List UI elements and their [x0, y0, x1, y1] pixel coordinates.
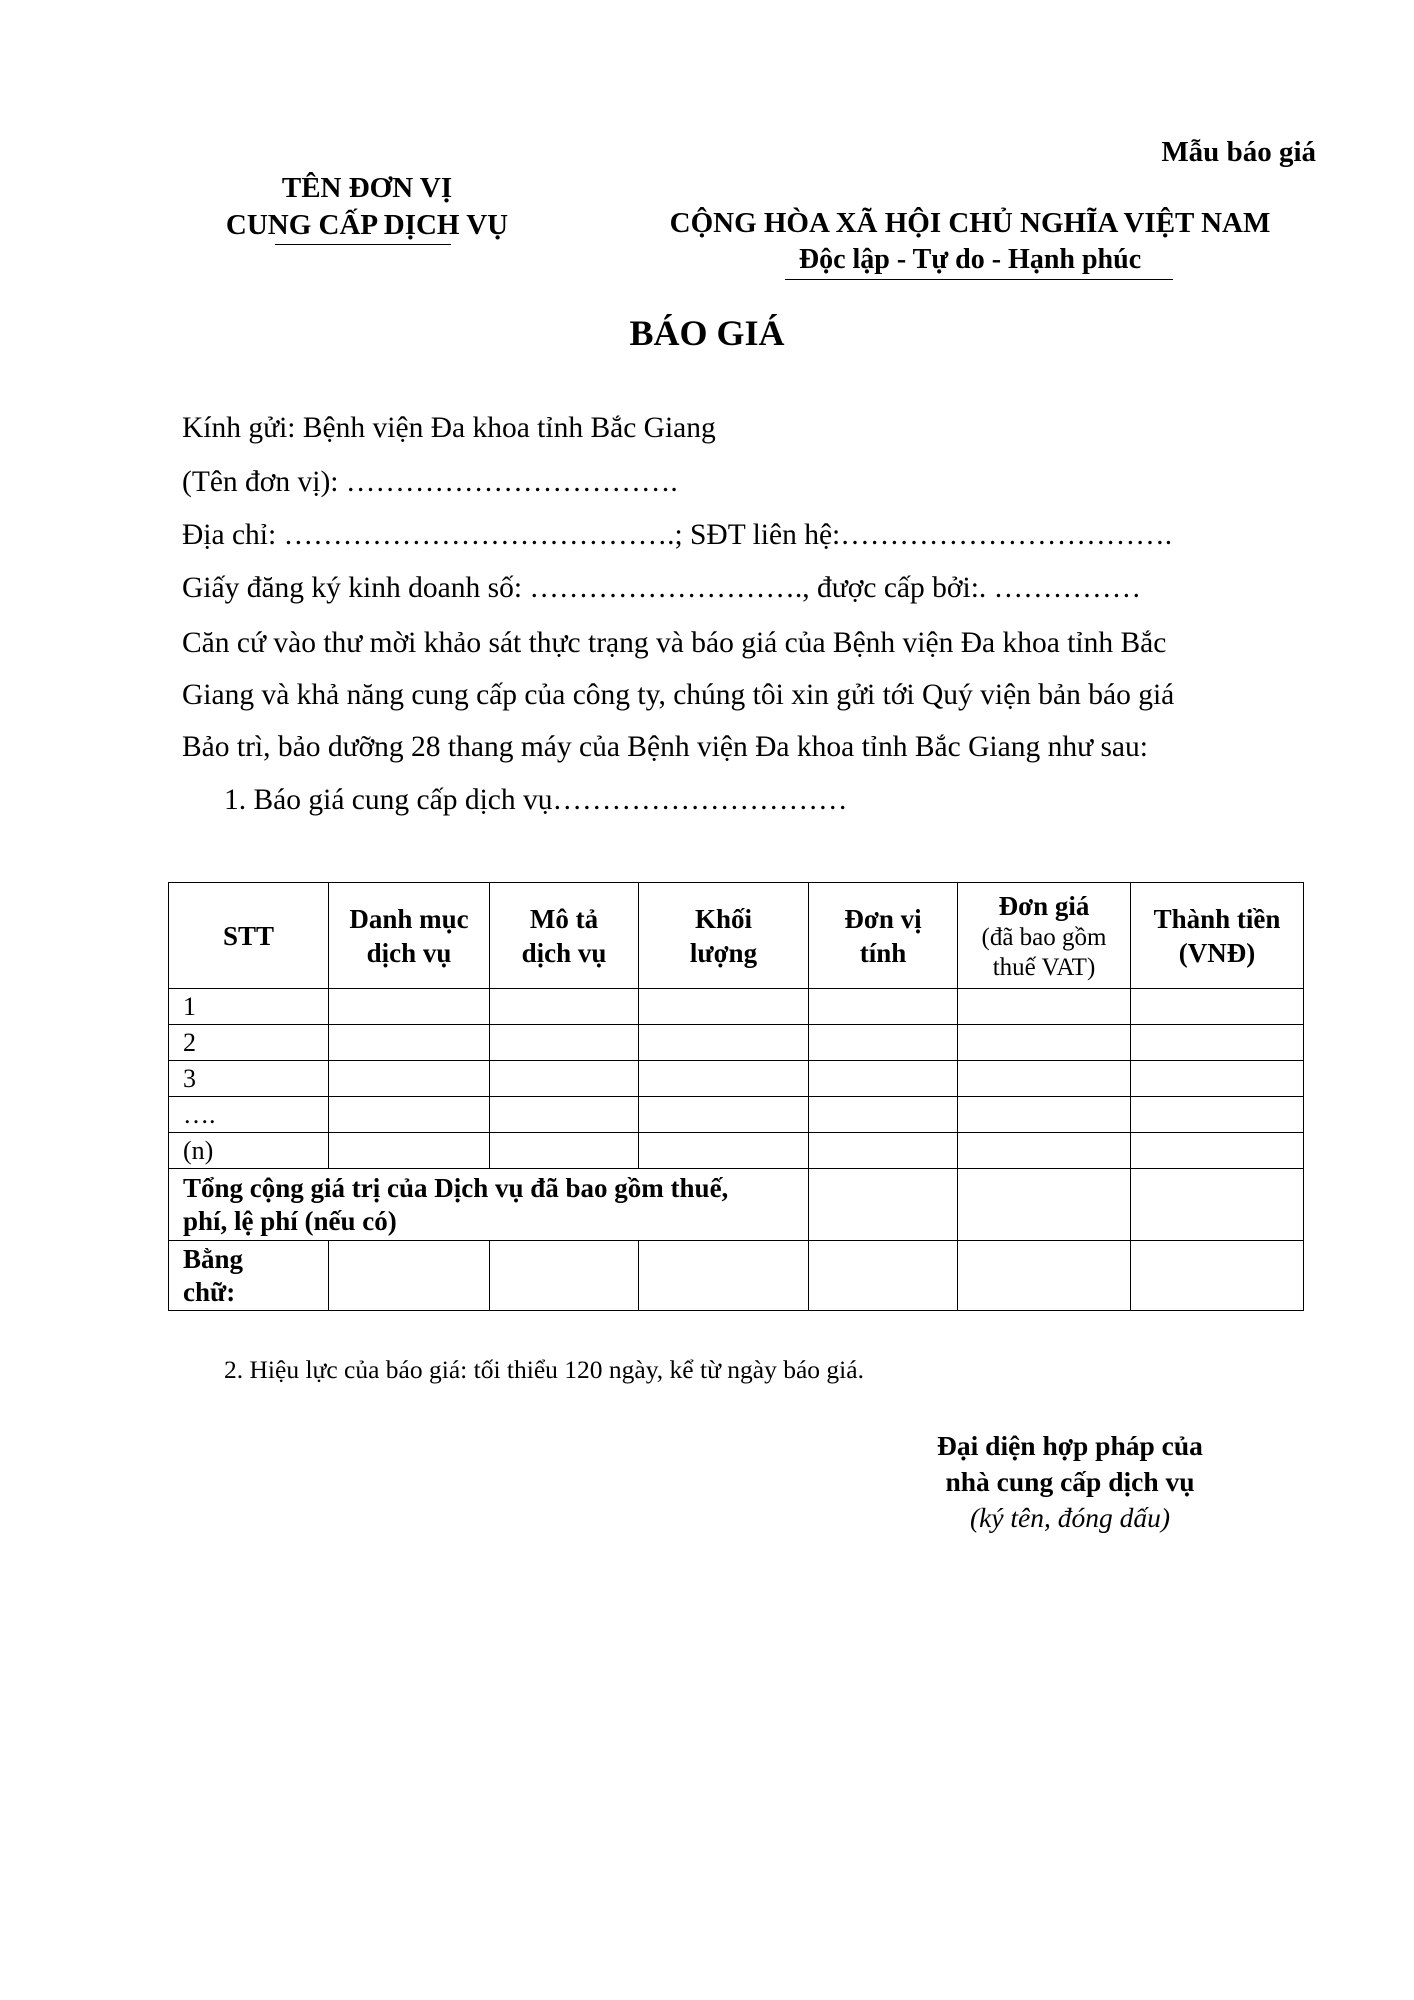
table-cell — [1131, 1241, 1304, 1311]
table-cell — [329, 1133, 490, 1169]
table-cell — [490, 1097, 639, 1133]
intro-paragraph-line: Bảo trì, bảo dưỡng 28 thang máy của Bệnh viện Đa khoa tỉnh Bắc Giang như sau: — [182, 731, 1148, 763]
table-row — [169, 1061, 1304, 1097]
table-row — [169, 1025, 1304, 1061]
table-cell — [490, 989, 639, 1025]
total-label: Tổng cộng giá trị của Dịch vụ đã bao gồm thuế, phí, lệ phí (nếu có) — [169, 1169, 809, 1241]
table-cell — [329, 1061, 490, 1097]
table-cell — [490, 1133, 639, 1169]
header-unit: Đơn vị tính — [809, 883, 958, 989]
table-cell — [329, 1025, 490, 1061]
row-index: 2 — [169, 1025, 329, 1061]
row-index: 3 — [169, 1061, 329, 1097]
signature-block — [820, 1428, 1320, 1536]
business-license-line: Giấy đăng ký kinh doanh số: ………………………., được cấp bởi:. …………… — [182, 572, 1142, 604]
header-service-description: Mô tả dịch vụ — [490, 883, 639, 989]
table-cell — [1131, 1061, 1304, 1097]
header-amount: Thành tiền (VNĐ) — [1131, 883, 1304, 989]
table-row — [169, 1133, 1304, 1169]
table-cell — [809, 1241, 958, 1311]
total-row — [169, 1169, 1304, 1241]
quotation-table — [168, 882, 1304, 1311]
table-cell — [329, 1241, 490, 1311]
national-header — [640, 204, 1300, 278]
unit-name-line: (Tên đơn vị): ……………………………. — [182, 466, 678, 498]
section-2-validity: 2. Hiệu lực của báo giá: tối thiểu 120 ngày, kể từ ngày báo giá. — [224, 1355, 864, 1384]
table-cell — [958, 1097, 1131, 1133]
table-cell — [490, 1241, 639, 1311]
table-cell — [329, 1097, 490, 1133]
table-cell — [1131, 1169, 1304, 1241]
table-cell — [639, 1097, 809, 1133]
national-name: CỘNG HÒA XÃ HỘI CHỦ NGHĨA VIỆT NAM — [669, 207, 1271, 239]
table-cell — [958, 1169, 1131, 1241]
table-cell — [958, 989, 1131, 1025]
table-header-row — [169, 883, 1304, 989]
table-cell — [639, 1025, 809, 1061]
in-words-label: Bằng chữ: — [169, 1241, 329, 1311]
table-cell — [1131, 1097, 1304, 1133]
table-cell — [490, 1025, 639, 1061]
table-cell — [809, 1133, 958, 1169]
motto-underline — [785, 279, 1173, 280]
table-cell — [809, 1169, 958, 1241]
table-cell — [639, 1241, 809, 1311]
row-index: …. — [169, 1097, 329, 1133]
org-name-line1: TÊN ĐƠN VỊ — [281, 172, 453, 204]
org-underline — [275, 244, 451, 245]
table-cell — [639, 1061, 809, 1097]
header-unit-price-label: Đơn giá — [998, 890, 1090, 921]
table-cell — [639, 989, 809, 1025]
signature-note: (ký tên, đóng dấu) — [969, 1502, 1171, 1533]
row-index: 1 — [169, 989, 329, 1025]
table-cell — [958, 1025, 1131, 1061]
national-motto: Độc lập - Tự do - Hạnh phúc — [798, 244, 1142, 275]
table-row — [169, 1097, 1304, 1133]
header-unit-price — [958, 883, 1131, 989]
signature-title-line1: Đại diện hợp pháp của — [937, 1430, 1203, 1461]
intro-paragraph — [182, 617, 1312, 773]
table-cell — [809, 989, 958, 1025]
table-cell — [639, 1133, 809, 1169]
organization-header — [220, 170, 514, 244]
in-words-row — [169, 1241, 1304, 1311]
table-cell — [809, 1097, 958, 1133]
header-stt: STT — [169, 883, 329, 989]
form-label: Mẫu báo giá — [1161, 136, 1316, 168]
signature-title-line2: nhà cung cấp dịch vụ — [945, 1466, 1195, 1497]
intro-paragraph-line: Căn cứ vào thư mời khảo sát thực trạng và báo giá của Bệnh viện Đa khoa tỉnh Bắc — [182, 627, 1167, 659]
table-cell — [809, 1025, 958, 1061]
header-unit-price-note: (đã bao gồm thuế VAT) — [981, 923, 1107, 981]
document-title: BÁO GIÁ — [629, 313, 785, 353]
table-cell — [958, 1133, 1131, 1169]
section-1-heading: 1. Báo giá cung cấp dịch vụ………………………… — [224, 784, 848, 816]
table-cell — [490, 1061, 639, 1097]
address-line: Địa chỉ: ………………………………….; SĐT liên hệ:……………………………. — [182, 519, 1173, 551]
table-cell — [958, 1061, 1131, 1097]
header-service-category: Danh mục dịch vụ — [329, 883, 490, 989]
table-row — [169, 989, 1304, 1025]
intro-paragraph-line: Giang và khả năng cung cấp của công ty, chúng tôi xin gửi tới Quý viện bản báo giá — [182, 679, 1175, 711]
table-cell — [329, 989, 490, 1025]
org-name-line2: CUNG CẤP DỊCH VỤ — [225, 209, 509, 241]
table-cell — [958, 1241, 1131, 1311]
table-cell — [1131, 1133, 1304, 1169]
header-quantity: Khối lượng — [639, 883, 809, 989]
recipient-line: Kính gửi: Bệnh viện Đa khoa tỉnh Bắc Giang — [182, 412, 716, 444]
table-cell — [1131, 1025, 1304, 1061]
row-index: (n) — [169, 1133, 329, 1169]
table-cell — [809, 1061, 958, 1097]
table-cell — [1131, 989, 1304, 1025]
